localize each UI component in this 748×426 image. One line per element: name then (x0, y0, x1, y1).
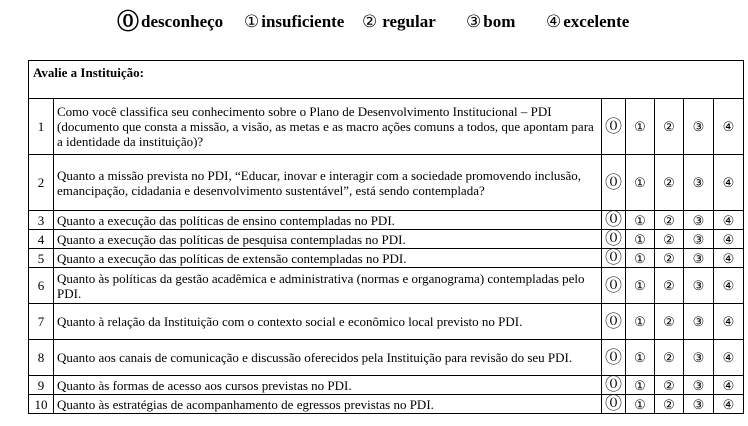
rating-option-3[interactable] (684, 340, 714, 376)
legend-label: regular (382, 12, 436, 31)
rating-option-1[interactable] (626, 99, 655, 155)
circled-four-icon: ④ (722, 231, 735, 247)
rating-option-3[interactable] (684, 376, 714, 395)
rating-option-0[interactable] (602, 211, 626, 230)
rating-option-2[interactable] (655, 376, 684, 395)
rating-option-3[interactable] (684, 230, 714, 249)
circled-two-icon: ② (362, 12, 378, 31)
question-number: 2 (29, 155, 54, 211)
rating-legend (0, 8, 748, 36)
circled-three-icon: ③ (466, 12, 482, 31)
rating-option-3[interactable] (684, 268, 714, 304)
rating-option-4[interactable] (714, 340, 744, 376)
question-text: Quanto à relação da Instituição com o contexto social e econômico local previsto no PDI. (54, 304, 602, 340)
question-row (29, 249, 744, 268)
rating-option-3[interactable] (684, 99, 714, 155)
circled-four-icon: ④ (722, 119, 735, 134)
rating-option-0[interactable] (602, 395, 626, 414)
circled-one-icon: ① (634, 250, 646, 266)
legend-item-bom (466, 8, 515, 36)
rating-option-4[interactable] (714, 230, 744, 249)
legend-label: excelente (563, 12, 630, 31)
rating-option-1[interactable] (626, 376, 655, 395)
circled-four-icon: ④ (722, 278, 735, 293)
rating-option-0[interactable] (602, 304, 626, 340)
rating-option-2[interactable] (655, 340, 684, 376)
legend-item-desconheco (117, 8, 223, 36)
question-number: 9 (29, 376, 54, 395)
circled-two-icon: ② (663, 231, 675, 247)
circled-zero-icon: ⓪ (605, 210, 622, 229)
question-text: Quanto a missão prevista no PDI, “Educar, inovar e interagir com a sociedade promovendo inclusão, emancipação, cidadania e desenvolvimento sustentável”, está sendo contemplada? (54, 155, 602, 211)
rating-option-3[interactable] (684, 211, 714, 230)
rating-option-2[interactable] (655, 99, 684, 155)
question-row (29, 99, 744, 155)
question-number: 6 (29, 268, 54, 304)
rating-option-1[interactable] (626, 304, 655, 340)
circled-four-icon: ④ (722, 350, 735, 365)
rating-option-4[interactable] (714, 99, 744, 155)
rating-option-2[interactable] (655, 395, 684, 414)
circled-one-icon: ① (634, 377, 646, 393)
rating-option-3[interactable] (684, 304, 714, 340)
question-number: 10 (29, 395, 54, 414)
rating-option-2[interactable] (655, 249, 684, 268)
rating-option-2[interactable] (655, 211, 684, 230)
circled-one-icon: ① (634, 350, 646, 365)
question-text: Como você classifica seu conhecimento sobre o Plano de Desenvolvimento Institucional – PDI (documento que consta a missão, a visão, as metas e as macro ações comuns a todos, que apontam para a identidade da instituição)? (54, 99, 602, 155)
question-text: Quanto às estratégias de acompanhamento de egressos previstas no PDI. (54, 395, 602, 414)
circled-two-icon: ② (663, 212, 675, 228)
circled-zero-icon: ⓪ (605, 394, 622, 413)
circled-four-icon: ④ (722, 175, 735, 190)
legend-label: desconheço (141, 12, 224, 31)
circled-four-icon: ④ (722, 250, 735, 266)
question-text: Quanto a execução das políticas de pesquisa contempladas no PDI. (54, 230, 602, 249)
circled-three-icon: ③ (692, 377, 705, 393)
rating-option-1[interactable] (626, 249, 655, 268)
circled-two-icon: ② (663, 396, 675, 412)
circled-one-icon: ① (244, 12, 260, 31)
circled-zero-icon: ⓪ (605, 248, 622, 267)
legend-item-insuficiente (244, 8, 344, 36)
question-text: Quanto a execução das políticas de ensino contempladas no PDI. (54, 211, 602, 230)
circled-one-icon: ① (634, 212, 646, 228)
circled-three-icon: ③ (692, 119, 705, 134)
question-row (29, 268, 744, 304)
rating-option-0[interactable] (602, 249, 626, 268)
question-row (29, 304, 744, 340)
circled-one-icon: ① (634, 175, 646, 190)
circled-zero-icon: ⓪ (605, 172, 622, 192)
circled-two-icon: ② (663, 175, 675, 190)
rating-option-0[interactable] (602, 376, 626, 395)
question-row (29, 155, 744, 211)
question-number: 8 (29, 340, 54, 376)
rating-option-0[interactable] (602, 230, 626, 249)
circled-two-icon: ② (663, 278, 675, 293)
circled-three-icon: ③ (692, 396, 705, 412)
circled-zero-icon: ⓪ (117, 9, 140, 34)
rating-option-2[interactable] (655, 268, 684, 304)
rating-option-4[interactable] (714, 304, 744, 340)
question-text: Quanto às formas de acesso aos cursos previstas no PDI. (54, 376, 602, 395)
circled-two-icon: ② (663, 377, 675, 393)
question-number: 5 (29, 249, 54, 268)
question-text: Quanto aos canais de comunicação e discussão oferecidos pela Instituição para revisão do seu PDI. (54, 340, 602, 376)
question-row (29, 376, 744, 395)
circled-two-icon: ② (663, 314, 675, 329)
circled-three-icon: ③ (692, 175, 705, 190)
circled-two-icon: ② (663, 350, 675, 365)
rating-option-1[interactable] (626, 268, 655, 304)
question-row (29, 340, 744, 376)
question-row (29, 395, 744, 414)
rating-option-3[interactable] (684, 249, 714, 268)
circled-three-icon: ③ (692, 314, 705, 329)
rating-option-0[interactable] (602, 340, 626, 376)
question-number: 3 (29, 211, 54, 230)
rating-option-1[interactable] (626, 340, 655, 376)
circled-zero-icon: ⓪ (605, 347, 622, 367)
circled-four-icon: ④ (722, 314, 735, 329)
circled-zero-icon: ⓪ (605, 311, 622, 331)
rating-option-4[interactable] (714, 376, 744, 395)
circled-two-icon: ② (663, 119, 675, 134)
rating-option-0[interactable] (602, 99, 626, 155)
rating-option-0[interactable] (602, 268, 626, 304)
rating-option-4[interactable] (714, 155, 744, 211)
circled-zero-icon: ⓪ (605, 116, 622, 136)
circled-zero-icon: ⓪ (605, 275, 622, 295)
circled-four-icon: ④ (722, 377, 735, 393)
circled-zero-icon: ⓪ (605, 229, 622, 248)
legend-label: bom (483, 12, 516, 31)
circled-one-icon: ① (634, 278, 646, 293)
question-number: 1 (29, 99, 54, 155)
rating-option-1[interactable] (626, 230, 655, 249)
rating-option-3[interactable] (684, 395, 714, 414)
rating-option-2[interactable] (655, 230, 684, 249)
evaluation-table (28, 60, 744, 414)
rating-option-2[interactable] (655, 304, 684, 340)
rating-option-4[interactable] (714, 268, 744, 304)
legend-item-excelente (546, 8, 629, 36)
circled-zero-icon: ⓪ (605, 375, 622, 394)
rating-option-4[interactable] (714, 211, 744, 230)
question-text: Quanto a execução das políticas de extensão contempladas no PDI. (54, 249, 602, 268)
circled-three-icon: ③ (692, 231, 705, 247)
circled-four-icon: ④ (546, 12, 562, 31)
legend-item-regular (362, 8, 436, 36)
circled-three-icon: ③ (692, 250, 705, 266)
rating-option-4[interactable] (714, 395, 744, 414)
question-row (29, 230, 744, 249)
rating-option-3[interactable] (684, 155, 714, 211)
legend-label: insuficiente (261, 12, 345, 31)
question-row (29, 211, 744, 230)
circled-four-icon: ④ (722, 212, 735, 228)
rating-option-1[interactable] (626, 155, 655, 211)
circled-one-icon: ① (634, 314, 646, 329)
circled-three-icon: ③ (692, 350, 705, 365)
circled-one-icon: ① (634, 396, 646, 412)
question-number: 4 (29, 230, 54, 249)
rating-option-1[interactable] (626, 395, 655, 414)
circled-three-icon: ③ (692, 278, 705, 293)
circled-one-icon: ① (634, 119, 646, 134)
rating-option-0[interactable] (602, 155, 626, 211)
rating-option-1[interactable] (626, 211, 655, 230)
circled-two-icon: ② (663, 250, 675, 266)
rating-option-2[interactable] (655, 155, 684, 211)
circled-one-icon: ① (634, 231, 646, 247)
table-header: Avalie a Instituição: (29, 61, 744, 99)
question-number: 7 (29, 304, 54, 340)
circled-four-icon: ④ (722, 396, 735, 412)
circled-three-icon: ③ (692, 212, 705, 228)
question-text: Quanto às políticas da gestão acadêmica e administrativa (normas e organograma) contempladas pelo PDI. (54, 268, 602, 304)
rating-option-4[interactable] (714, 249, 744, 268)
